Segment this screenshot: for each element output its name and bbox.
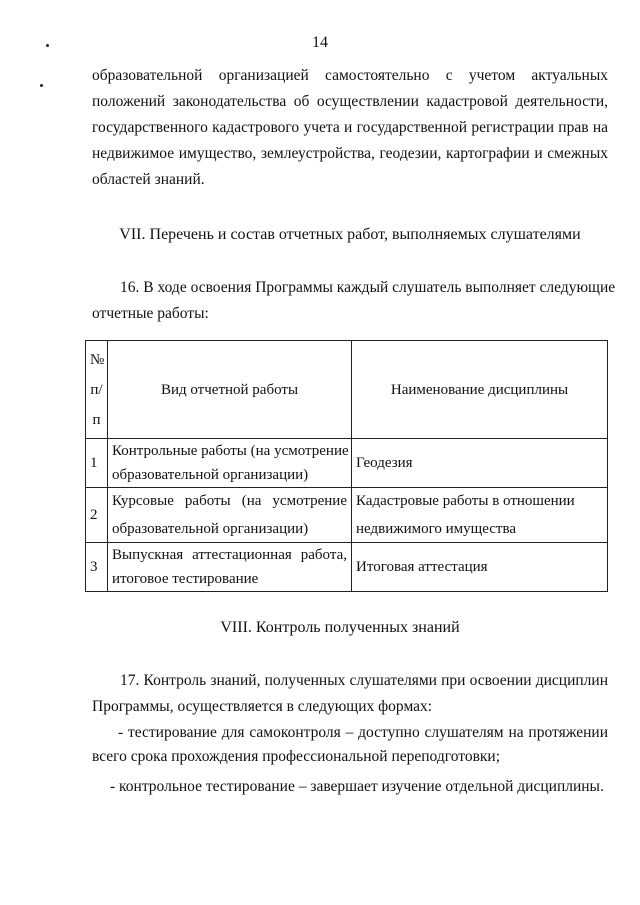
bullet-line: - контрольное тестирование – завершает изучение отдельной дисциплины. <box>110 778 604 795</box>
text-line: областей знаний. <box>92 171 205 188</box>
intro-paragraph <box>92 63 608 193</box>
section-heading: VII. Перечень и состав отчетных работ, выполняемых слушателями <box>119 226 581 243</box>
cell-line: образовательной организации) <box>112 467 309 483</box>
discipline-cell <box>352 439 608 488</box>
table-row <box>86 439 608 488</box>
header-discipline: Наименование дисциплины <box>352 341 608 439</box>
cell-line: итоговое тестирование <box>112 571 259 587</box>
reports-table <box>85 340 608 592</box>
cell-line: Итоговая аттестация <box>356 559 488 575</box>
row-number: 3 <box>86 543 108 592</box>
work-cell <box>108 488 352 543</box>
text-line: положений законодательства об осуществлении кадастровой деятельности, <box>92 93 608 110</box>
table-row <box>86 543 608 592</box>
text-line: недвижимое имущество, землеустройства, геодезии, картографии и смежных <box>92 145 608 162</box>
text-line: образовательной организацией самостоятельно с учетом актуальных <box>92 67 608 84</box>
text-line: 16. В ходе освоения Программы каждый слушатель выполняет следующие <box>120 279 616 296</box>
bullet-line: - тестирование для самоконтроля – доступно слушателям на протяжении <box>118 724 608 741</box>
cell-line: недвижимого имущества <box>356 521 516 537</box>
header-number-line: п/ <box>90 381 103 398</box>
cell-line: образовательной организации) <box>112 521 309 537</box>
text-line: государственного кадастрового учета и государственной регистрации прав на <box>92 119 608 136</box>
header-number <box>86 341 108 439</box>
cell-line: Кадастровые работы в отношении <box>356 493 575 509</box>
cell-line: Геодезия <box>356 455 413 471</box>
work-cell <box>108 439 352 488</box>
header-number-line: № <box>90 351 105 368</box>
section8-paragraph <box>92 668 608 720</box>
row-number: 1 <box>86 439 108 488</box>
discipline-cell <box>352 488 608 543</box>
cell-line: Выпускная аттестационная работа, <box>112 547 347 563</box>
discipline-cell <box>352 543 608 592</box>
section-heading: VIII. Контроль полученных знаний <box>220 619 460 636</box>
table-row <box>86 488 608 543</box>
bullet-line: всего срока прохождения профессиональной переподготовки; <box>92 748 501 765</box>
margin-mark <box>40 84 43 87</box>
header-number-line: п <box>92 411 101 428</box>
bullet-list <box>92 720 608 800</box>
row-number: 2 <box>86 488 108 543</box>
margin-mark <box>46 44 49 47</box>
section7-paragraph <box>92 275 616 327</box>
text-line: Программы, осуществляется в следующих формах: <box>92 698 433 715</box>
page-number: 14 <box>312 34 328 51</box>
cell-line: Контрольные работы (на усмотрение <box>112 443 349 459</box>
header-work-type: Вид отчетной работы <box>108 341 352 439</box>
table-header-row <box>86 341 608 439</box>
work-cell <box>108 543 352 592</box>
text-line: 17. Контроль знаний, полученных слушателями при освоении дисциплин <box>120 672 608 689</box>
cell-line: Курсовые работы (на усмотрение <box>112 493 347 509</box>
text-line: отчетные работы: <box>92 305 209 322</box>
